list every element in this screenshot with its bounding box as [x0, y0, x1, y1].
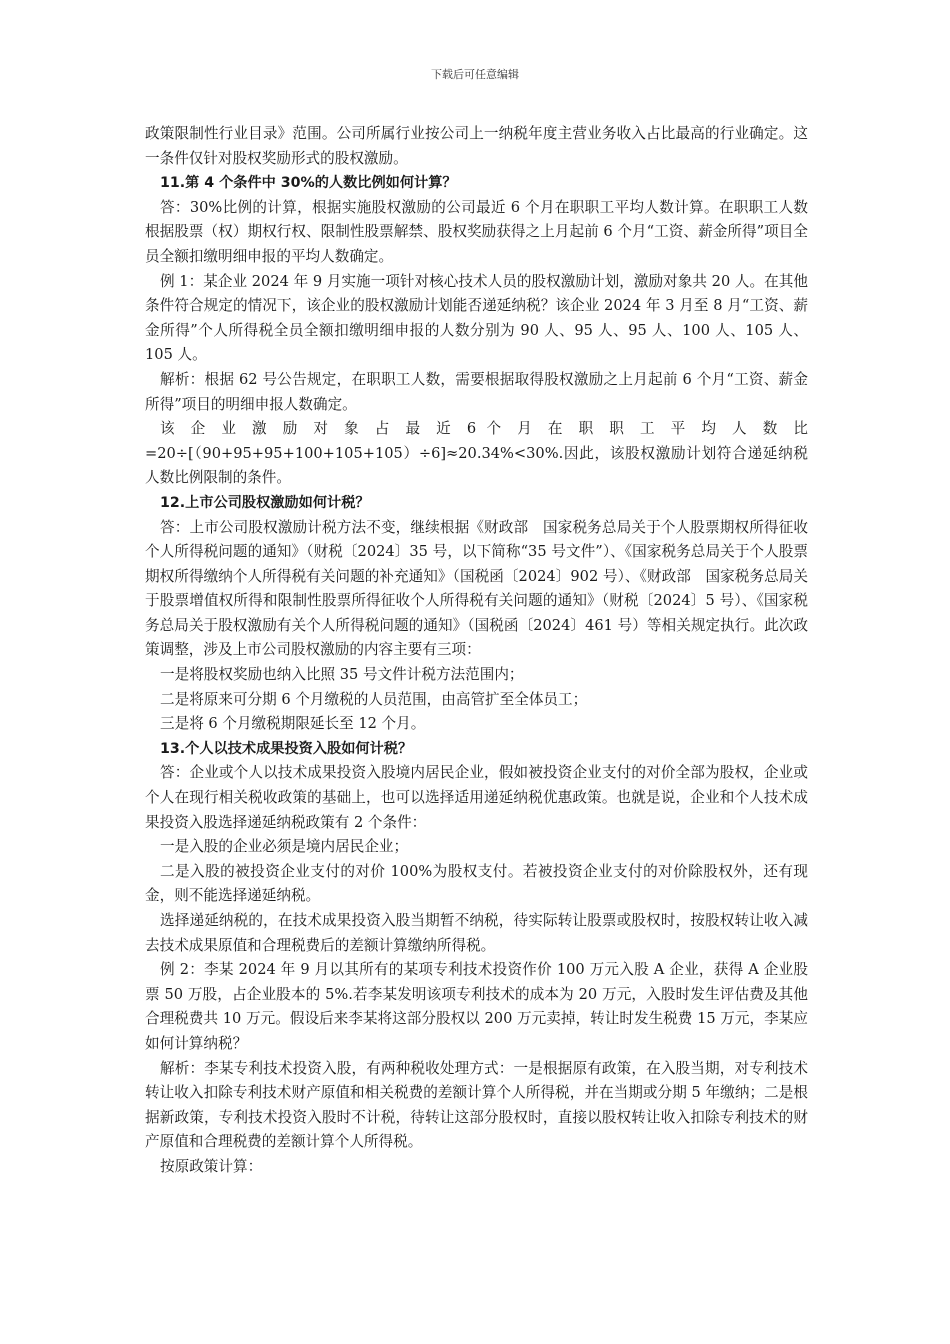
list-item: 一是将股权奖励也纳入比照 35 号文件计税方法范围内； [160, 666, 524, 684]
document-body [145, 122, 808, 1180]
section-heading-11: 11.第 4 个条件中 30%的人数比例如何计算？ [160, 175, 457, 192]
paragraph: 解析：李某专利技术投资入股，有两种税收处理方式：一是根据原有政策，在入股当期，对专利技术转让收入扣除专利技术财产原值和相关税费的差额计算个人所得税，并在当期或分期 5 年缴纳；二是根据新政策，专利技术投资入股时不计税，待转让这部分股权时，直接以股权转让收入扣除专利技术的财产原值和合理税费的差额计算个人所得税。 [145, 1059, 808, 1151]
paragraph: 选择递延纳税的，在技术成果投资入股当期暂不纳税，待实际转让股票或股权时，按股权转让收入减去技术成果原值和合理税费后的差额计算缴纳所得税。 [145, 912, 808, 954]
page-header-note: 下载后可任意编辑 [431, 68, 519, 81]
paragraph: 解析：根据 62 号公告规定，在职职工人数，需要根据取得股权激励之上月起前 6 个月“工资、薪金所得”项目的明细申报人数确定。 [145, 370, 808, 413]
list-item: 三是将 6 个月缴税期限延长至 12 个月。 [160, 715, 426, 733]
section-heading-12: 12.上市公司股权激励如何计税？ [160, 494, 370, 511]
list-item: 二是入股的被投资企业支付的对价 100%为股权支付。若被投资企业支付的对价除股权外，还有现金，则不能选择递延纳税。 [145, 862, 808, 905]
section-heading-13: 13.个人以技术成果投资入股如何计税？ [160, 740, 413, 757]
paragraph: 例 1：某企业 2024 年 9 月实施一项针对核心技术人员的股权激励计划，激励对象共 20 人。在其他条件符合规定的情况下，该企业的股权激励计划能否递延纳税？该企业 2024 年 3 月至 8 月“工资、薪金所得”个人所得税全员全额扣缴明细申报的人数分别为 90 人、95 人、95 人、100 人、105 人、105 人。 [145, 272, 808, 364]
paragraph-continuation: =20÷[（90+95+95+100+105+105）÷6]≈20.34%<30%.因此，该股权激励计划符合递延纳税人数比例限制的条件。 [145, 444, 808, 487]
paragraph: 答：上市公司股权激励计税方法不变，继续根据《财政部 国家税务总局关于个人股票期权所得征收个人所得税问题的通知》（财税〔2024〕35 号，以下简称“35 号文件”）、《国家税务总局关于个人股票期权所得缴纳个人所得税有关问题的补充通知》（国税函〔2024〕902 号）、《财政部 国家税务总局关于股票增值权所得和限制性股票所得征收个人所得税有关问题的通知》（财税〔2024〕5 号）、《国家税务总局关于股权激励有关个人所得税问题的通知》（国税函〔2024〕461 号）等相关规定执行。此次政策调整，涉及上市公司股权激励的内容主要有三项： [145, 518, 808, 659]
paragraph-spread-line: 该 企 业 激 励 对 象 占 最 近 6 个 月 在 职 职 工 平 均 人 数 比 [160, 420, 808, 438]
paragraph: 答：企业或个人以技术成果投资入股境内居民企业，假如被投资企业支付的对价全部为股权，企业或个人在现行相关税收政策的基础上，也可以选择适用递延纳税优惠政策。也就是说，企业和个人技术成果投资入股选择递延纳税政策有 2 个条件： [145, 764, 808, 831]
paragraph: 例 2：李某 2024 年 9 月以其所有的某项专利技术投资作价 100 万元入股 A 企业，获得 A 企业股票 50 万股，占企业股本的 5%.若李某发明该项专利技术的成本为 20 万元，入股时发生评估费及其他合理税费共 10 万元。假设后来李某将这部分股权以 200 万元卖掉，转让时发生税费 15 万元，李某应如何计算纳税？ [145, 961, 808, 1052]
paragraph: 答：30%比例的计算，根据实施股权激励的公司最近 6 个月在职职工平均人数计算。在职职工人数根据股票（权）期权行权、限制性股票解禁、股权奖励获得之上月起前 6 个月“工资、薪金所得”项目全员全额扣缴明细申报的平均人数确定。 [145, 198, 808, 265]
list-item: 二是将原来可分期 6 个月缴税的人员范围，由高管扩至全体员工； [160, 690, 588, 708]
paragraph: 政策限制性行业目录》范围。公司所属行业按公司上一纳税年度主营业务收入占比最高的行业确定。这一条件仅针对股权奖励形式的股权激励。 [145, 125, 808, 167]
paragraph: 按原政策计算： [160, 1157, 263, 1175]
list-item: 一是入股的企业必须是境内居民企业； [160, 838, 409, 856]
